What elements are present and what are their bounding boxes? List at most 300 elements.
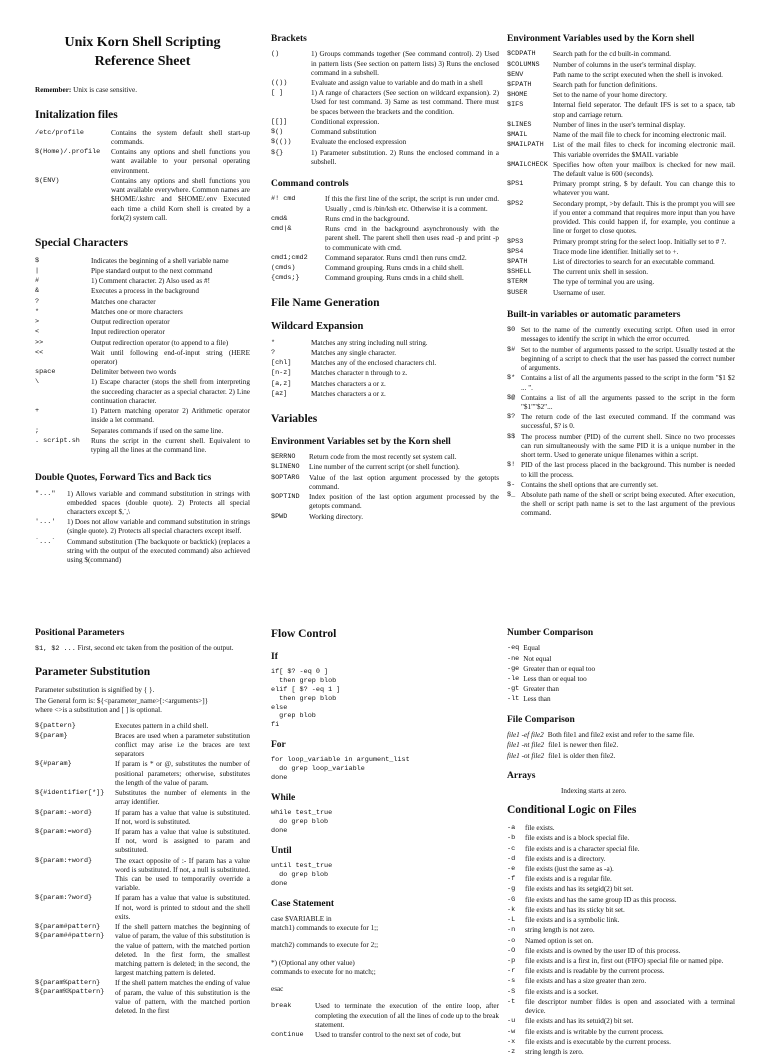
envused-row (507, 141, 735, 159)
loopctl-row (271, 1031, 499, 1040)
brackets-row (271, 118, 499, 127)
cond-key: -S (507, 987, 516, 996)
loopctl-desc: Used to transfer control to the next set of code, but (315, 1030, 461, 1039)
envused-key: $CDPATH (507, 50, 536, 59)
arrays-heading: Arrays (507, 770, 536, 781)
brackets-desc: Conditional expression. (311, 117, 380, 126)
numcmp-key: -ge (507, 664, 520, 673)
cond-row (507, 957, 735, 966)
envset-desc: Line number of the current script (or shell function). (309, 463, 460, 472)
cond-key: -g (507, 885, 516, 894)
builtin-list (507, 326, 735, 518)
filecmp-key: file1 -nt file2 (507, 741, 545, 750)
numcmp-desc: Equal (523, 644, 541, 653)
remember-text: Unix is case sensitive. (73, 85, 138, 94)
cmdctl-desc: Runs cmd in the background asynchronously with the parent shell. The parent shell then uses read -p and print -p to communicate with cmd. (325, 225, 499, 252)
until-heading: Until (271, 845, 292, 856)
envused-key: $HOME (507, 91, 528, 100)
cmdctl-row (271, 225, 499, 253)
envset-heading: Environment Variables set by the Korn shell (271, 436, 451, 447)
envused-key: $PS4 (507, 247, 524, 256)
envused-desc: Specifies how often your mailbox is checked for new mail. The default value is 600 (seconds). (553, 160, 735, 179)
builtin-desc: Contains a list of all the arguments passed to the script in the form "$1 $2 ... ". (521, 374, 735, 392)
special-desc: Wait until following end-of-input string (HERE operator) (91, 348, 250, 366)
quotes-key: '...' (35, 518, 56, 527)
init-desc: Contains any options and shell functions you want available everywhere. Common names are $HOME/.kshrc and $HOME/.env Executed each time a child Korn shell is created by a fork(2) system call. (111, 176, 250, 222)
envused-key: $MAIL (507, 131, 528, 140)
pos-desc: First, second etc taken from the position of the output. (77, 644, 234, 653)
envset-row (271, 513, 499, 522)
envused-desc: Name of the mail file to check for incoming electronic mail. (553, 131, 727, 140)
special-key: >> (35, 338, 44, 347)
cond-row (507, 875, 735, 884)
cond-key: -r (507, 967, 516, 976)
envset-row (271, 453, 499, 462)
wild-key: [chl] (271, 359, 292, 368)
special-desc: Matches one or more characters (91, 307, 183, 316)
special-desc: Pipe standard output to the next command (91, 267, 213, 275)
cmdctl-heading: Command controls (271, 179, 349, 190)
special-row (35, 407, 250, 425)
envused-row (507, 278, 735, 287)
cmdctl-row (271, 254, 499, 263)
cond-key: -c (507, 844, 516, 853)
envused-row (507, 238, 735, 247)
envused-key: $COLUMNS (507, 60, 540, 69)
wild-row (271, 349, 499, 358)
builtin-desc: Contains a list of all the arguments passed to the script in the form "$1""$2"... (521, 393, 735, 411)
title-line-1: Unix Korn Shell Scripting (64, 35, 221, 50)
wild-key: ? (271, 348, 276, 357)
psub-key: ${param:-word} (35, 808, 93, 817)
envused-key: $ENV (507, 70, 524, 79)
cond-key: -b (507, 834, 516, 843)
special-key: > (35, 318, 40, 327)
init-row (35, 148, 250, 176)
cond-key: -k (507, 905, 516, 914)
brackets-key: $(()) (271, 138, 292, 147)
envused-desc: List of the mail files to check for incoming electronic mail. This variable overrides the $MAIL variable (553, 141, 735, 159)
builtin-key: $- (507, 480, 516, 489)
builtin-key: $* (507, 374, 516, 383)
cond-desc: file exists and has its sticky bit set. (525, 905, 625, 914)
builtin-row (507, 461, 735, 479)
init-heading: Initalization files (35, 109, 118, 121)
filecmp-row (507, 741, 735, 750)
envset-key: $LINENO (271, 463, 300, 472)
init-key: $(ENV) (35, 176, 60, 185)
envused-key: $TERM (507, 278, 528, 287)
brackets-desc: Command substitution (311, 128, 377, 137)
cond-row (507, 947, 735, 956)
cmdctl-key: cmd& (271, 214, 288, 223)
brackets-row (271, 50, 499, 78)
cond-row (507, 865, 735, 874)
cmdctl-desc: Command grouping. Runs cmds in a child shell. (325, 274, 464, 283)
cond-row (507, 988, 735, 997)
numcmp-row (507, 695, 735, 704)
cond-heading: Conditional Logic on Files (507, 804, 637, 817)
column-left-bottom (35, 624, 250, 1017)
cond-row (507, 977, 735, 986)
psub-key: ${pattern} (35, 721, 76, 730)
builtin-key: $_ (507, 490, 516, 499)
psub-list (35, 722, 250, 1017)
cmdctl-desc: Command grouping. Runs cmds in a child shell. (325, 263, 464, 272)
numcmp-row (507, 685, 735, 694)
builtin-row (507, 346, 735, 374)
special-desc: Runs the script in the current shell. Equivalent to typing all the lines at the command line. (91, 436, 250, 454)
column-left-top (35, 0, 250, 566)
special-row (35, 427, 250, 436)
case-line-5: commands to execute for no match;; (271, 967, 376, 976)
builtin-key: $@ (507, 393, 516, 402)
remember-note (35, 86, 250, 95)
special-key: & (35, 287, 40, 296)
case-line-4: *) (Optional any other value) (271, 958, 355, 967)
cond-desc: file exists and is a first in, first out (FIFO) special file or named pipe. (525, 957, 724, 965)
vars-heading: Variables (271, 413, 318, 426)
arrays-text: Indexing starts at zero. (561, 787, 627, 796)
init-row (35, 129, 250, 147)
envused-desc: Primary prompt string for the select loop. Initially set to # ?. (553, 237, 727, 246)
cond-row (507, 1028, 735, 1037)
cond-desc: file exists and is a symbolic link. (525, 916, 620, 925)
psub-key: ${param} (35, 731, 68, 740)
filecmp-desc: file1 is older then file2. (548, 751, 616, 760)
remember-label: Remember: (35, 85, 72, 94)
while-heading: While (271, 792, 296, 803)
cond-row (507, 926, 735, 935)
special-row (35, 267, 250, 276)
psub-intro-2: The General form is: ${<parameter_name>[:<arguments>]} (35, 697, 209, 706)
psub-key: ${param:?word} (35, 894, 93, 903)
cond-desc: file exists and has the same group ID as this process. (525, 895, 677, 904)
cond-key: -s (507, 977, 516, 986)
init-key: $(Home)/.profile (35, 148, 101, 157)
envset-row (271, 463, 499, 472)
brackets-key: [ ] (271, 89, 284, 98)
psub-row (35, 722, 250, 731)
envused-row (507, 258, 735, 267)
cond-row (507, 855, 735, 864)
special-row (35, 277, 250, 286)
quotes-desc: 1) Allows variable and command substitution in strings with embedded spaces (double quote). 2) Protects all special characters except $,`,\ (67, 489, 250, 516)
cond-key: -e (507, 865, 516, 874)
cmdctl-key: (cmds) (271, 263, 296, 272)
envused-desc: Secondary prompt, >by default. This is the prompt you will see if you enter a command that requires more input than you have provided. This could happen if, for example, you continue a line or forget to close quotes. (553, 199, 735, 236)
init-desc: Contains the system default shell start-up commands. (111, 128, 250, 147)
psub-row (35, 809, 250, 827)
brackets-desc: 1) Groups commands together (See command control). 2) Used in pattern lists (See section on pattern lists) 3) Runs the enclosed command in a subshell. (311, 50, 499, 77)
while-code: while test_true do grep blob done (271, 809, 333, 835)
envused-desc: Internal field seperator. The default IFS is set to a space, tab stop and carriage return. (553, 101, 735, 119)
cond-key: -z (507, 1047, 516, 1056)
cond-desc: file exists. (525, 824, 555, 833)
wild-desc: Matches characters a or z. (311, 389, 386, 398)
envset-key: $ERRNO (271, 453, 296, 462)
special-row (35, 437, 250, 455)
envused-key: $LINES (507, 120, 532, 129)
wild-row (271, 339, 499, 348)
special-desc: 1) Escape character (stops the shell from interpreting the succeeding character as a special character. 2) Line continuation character. (91, 378, 250, 405)
builtin-desc: The process number (PID) of the current shell. Since no two processes can run simultaneously with the same PID it is a unique number in the short term. Used to generate unique filenames within a script. (521, 432, 735, 460)
special-desc: Executes a process in the background (91, 287, 199, 296)
brackets-desc: Evaluate and assign value to variable and do math in a shell (311, 79, 483, 88)
envused-key: $MAILCHECK (507, 160, 548, 169)
envset-row (271, 474, 499, 492)
cond-key: -O (507, 946, 516, 955)
wild-desc: Matches character n through to z. (311, 369, 408, 378)
cond-row (507, 967, 735, 976)
brackets-row (271, 138, 499, 147)
special-row (35, 349, 250, 367)
cond-key: -d (507, 854, 516, 863)
builtin-row (507, 481, 735, 490)
special-row (35, 308, 250, 317)
psub-row (35, 732, 250, 760)
cond-key: -t (507, 997, 516, 1006)
cmdctl-desc: If this the first line of the script, the script is run under cmd. Usually , cmd is /bin/ksh etc. Otherwise it is a comment. (325, 195, 499, 213)
wild-row (271, 359, 499, 368)
envset-desc: Value of the last option argument processed by the getopts command. (309, 473, 499, 491)
numcmp-row (507, 675, 735, 684)
envused-row (507, 289, 735, 298)
builtin-desc: Set to the number of arguments passed to the script. Usually tested at the beginning of a script to check that the user has passed the correct number of arguments. (521, 345, 735, 373)
psub-row (35, 923, 250, 978)
brackets-key: $() (271, 128, 284, 137)
numcmp-desc: Greater than (523, 685, 559, 694)
cond-key: -x (507, 1037, 516, 1046)
cmdctl-key: cmd|& (271, 225, 292, 234)
pos-text (35, 644, 250, 654)
envused-desc: List of directories to search for an executable command. (553, 257, 715, 266)
cond-row (507, 824, 735, 833)
cond-key: -f (507, 875, 516, 884)
envused-key: $IFS (507, 101, 524, 110)
cond-desc: file exists and is a regular file. (525, 875, 612, 884)
loopctl-list (271, 1002, 499, 1040)
special-key: < (35, 328, 40, 337)
cond-row (507, 1048, 735, 1057)
quotes-row (35, 518, 250, 536)
envused-desc: Primary prompt string, $ by default. You can change this to whatever you want. (553, 180, 735, 198)
filecmp-heading: File Comparison (507, 714, 575, 725)
builtin-row (507, 374, 735, 392)
special-key: $ (35, 256, 40, 265)
brackets-row (271, 128, 499, 137)
builtin-desc: Absolute path name of the shell or script being executed. After execution, the shell or script path name is set to the last argument of the previous command. (521, 490, 735, 518)
cond-desc: file exists and is readable by the current process. (525, 967, 665, 976)
special-desc: Output redirection operator (to append to a file) (91, 338, 229, 347)
cond-desc: file descriptor number fildes is open and associated with a terminal device. (525, 997, 735, 1016)
brackets-desc: Evaluate the enclosed expression (311, 138, 407, 147)
special-desc: Separates commands if used on the same line. (91, 426, 224, 435)
cond-desc: string length is zero. (525, 1047, 584, 1056)
envused-row (507, 91, 735, 100)
builtin-desc: Contains the shell options that are currently set. (521, 480, 658, 489)
special-desc: 1) Pattern matching operator 2) Arithmetic operator inside a let command. (91, 407, 250, 425)
builtin-key: $$ (507, 432, 516, 441)
cond-row (507, 937, 735, 946)
envused-desc: Search path for the cd built-in command. (553, 50, 671, 59)
envused-key: $PS3 (507, 237, 524, 246)
if-code: if[ $? -eq 0 ] then grep blob elif [ $? -eq 1 ] then grep blob else grep blob fi (271, 668, 341, 730)
cond-desc: file exists and is writable by the current process. (525, 1027, 664, 1036)
psub-intro-1: Parameter substitution is signified by { }. (35, 685, 155, 694)
init-list (35, 129, 250, 223)
page-title (35, 34, 250, 72)
numcmp-key: -le (507, 675, 520, 684)
quotes-desc: 1) Does not allow variable and command substitution in strings (single quote). 2) Protects all special characters except itself. (67, 518, 250, 536)
psub-key: ${param:+word} (35, 856, 93, 865)
numcmp-key: -gt (507, 685, 520, 694)
envused-row (507, 71, 735, 80)
builtin-key: $# (507, 345, 516, 354)
psub-desc: If the shell pattern matches the beginning of value of param, the value of this substitution is the value of pattern, with the matched portion deleted. In the first form, the smallest matching pattern is deleted; in the second, the largest matching pattern is deleted. (115, 923, 250, 978)
envused-desc: Username of user. (553, 288, 606, 297)
envused-desc: Path name to the script executed when the shell is invoked. (553, 70, 723, 79)
quotes-row (35, 538, 250, 566)
title-line-2: Reference Sheet (94, 53, 191, 69)
special-key: ? (35, 297, 40, 306)
envused-desc: Number of columns in the user's terminal display. (553, 60, 696, 69)
envused-row (507, 268, 735, 277)
column-middle-bottom (271, 624, 499, 1041)
cond-row (507, 834, 735, 843)
special-row (35, 287, 250, 296)
wild-row (271, 369, 499, 378)
cond-list (507, 824, 735, 1057)
envused-key: $MAILPATH (507, 141, 544, 150)
envused-row (507, 50, 735, 59)
numcmp-row (507, 655, 735, 664)
filecmp-key: file1 -ot file2 (507, 751, 545, 760)
special-row (35, 339, 250, 348)
case-heading: Case Statement (271, 898, 335, 909)
numcmp-desc: Less than (523, 695, 551, 704)
numcmp-desc: Greater than or equal too (523, 664, 596, 673)
wild-desc: Matches any of the enclosed characters chl. (311, 359, 437, 368)
envused-desc: Set to the name of your home directory. (553, 91, 668, 100)
psub-key: ${param%pattern} ${param%%pattern} (35, 979, 105, 997)
envused-row (507, 248, 735, 257)
psub-intro-3: where <>is a substitution and [ ] is optional. (35, 706, 162, 715)
envused-row (507, 101, 735, 119)
cond-desc: file exists (just the same as -a). (525, 865, 614, 874)
envused-row (507, 180, 735, 198)
wild-key: [az] (271, 389, 288, 398)
envused-row (507, 81, 735, 90)
psub-heading: Parameter Substitution (35, 666, 151, 679)
cond-desc: file exists and is a character special file. (525, 844, 640, 853)
numcmp-desc: Less than or equal too (523, 675, 587, 684)
cmdctl-desc: Command separator. Runs cmd1 then runs cmd2. (325, 253, 467, 262)
special-key: << (35, 348, 44, 357)
special-list (35, 257, 250, 455)
envused-key: $PATH (507, 257, 528, 266)
wild-key: [a,z] (271, 379, 292, 388)
envused-key: $PS1 (507, 180, 524, 189)
envused-desc: Number of lines in the user's terminal display. (553, 120, 686, 129)
cond-key: -a (507, 824, 516, 833)
wild-desc: Matches any string including null string. (311, 338, 428, 347)
quotes-row (35, 490, 250, 518)
special-desc: Indicates the beginning of a shell variable name (91, 256, 229, 265)
numcmp-desc: Not equal (523, 654, 552, 663)
special-key: \ (35, 378, 40, 387)
loopctl-row (271, 1002, 499, 1030)
builtin-row (507, 326, 735, 344)
brackets-row (271, 89, 499, 117)
psub-key: ${param:=word} (35, 827, 93, 836)
cond-desc: file exists and is owned by the user ID of this process. (525, 946, 681, 955)
cond-desc: Named option is set on. (525, 936, 594, 945)
builtin-key: $0 (507, 326, 516, 335)
cmdctl-row (271, 195, 499, 213)
psub-row (35, 979, 250, 1016)
builtin-row (507, 413, 735, 431)
column-right-top (507, 0, 735, 520)
envset-list (271, 453, 499, 522)
pos-key: $1, $2 ... (35, 645, 76, 654)
numcmp-list (507, 644, 735, 704)
envused-row (507, 61, 735, 70)
envused-desc: Search path for function definitions. (553, 81, 657, 90)
psub-desc: Executes pattern in a child shell. (115, 721, 209, 730)
envused-key: $SHELL (507, 268, 532, 277)
wild-desc: Matches any single character. (311, 348, 397, 357)
wild-row (271, 380, 499, 389)
builtin-row (507, 394, 735, 412)
wild-key: * (271, 338, 276, 347)
psub-desc: If param has a value that value is substituted. If not, word is assigned to param and substituted. (115, 827, 250, 855)
cmdctl-key: #! cmd (271, 195, 296, 204)
envused-key: $FPATH (507, 81, 532, 90)
cond-desc: file exists and is a directory. (525, 854, 606, 863)
psub-row (35, 760, 250, 788)
loopctl-desc: Used to terminate the execution of the entire loop, after completing the execution of all the lines of code up to the break statement. (315, 1002, 499, 1029)
psub-key: ${#identifier[*]} (35, 789, 105, 798)
brackets-desc: 1) Parameter substitution. 2) Runs the enclosed command in a subshell. (311, 148, 499, 166)
cmdctl-list (271, 195, 499, 283)
special-row (35, 298, 250, 307)
special-row (35, 328, 250, 337)
cond-key: -u (507, 1017, 516, 1026)
numcmp-key: -ne (507, 654, 520, 663)
case-line-1: case $VARIABLE in (271, 915, 332, 923)
cond-key: -o (507, 936, 516, 945)
envset-desc: Index position of the last option argument processed by the getopts command. (309, 493, 499, 511)
cond-row (507, 845, 735, 854)
cond-row (507, 998, 735, 1016)
envused-list (507, 50, 735, 297)
wild-desc: Matches characters a or z. (311, 379, 386, 388)
init-key: /etc/profile (35, 128, 84, 137)
special-heading: Special Characters (35, 236, 128, 249)
brackets-list (271, 50, 499, 167)
quotes-desc: Command substitution (The backquote or backtick) (replaces a string with the output of the executed command) also achieved using $(command) (67, 537, 250, 565)
brackets-key: () (271, 50, 280, 59)
psub-desc: If param has a value that value is substituted. If not, word is substituted. (115, 808, 250, 826)
envset-desc: Working directory. (309, 512, 364, 521)
psub-desc: If the shell pattern matches the ending of value of param, the value of this substitution is the value of pattern, with the matched portion deleted. In the first (115, 979, 250, 1016)
brackets-key: [[]] (271, 117, 288, 126)
psub-desc: If param has a value that value is substituted. If not, word is printed to stdout and the shell exits. (115, 894, 250, 921)
cond-row (507, 1017, 735, 1026)
envused-row (507, 200, 735, 237)
quotes-key: `...` (35, 537, 56, 546)
